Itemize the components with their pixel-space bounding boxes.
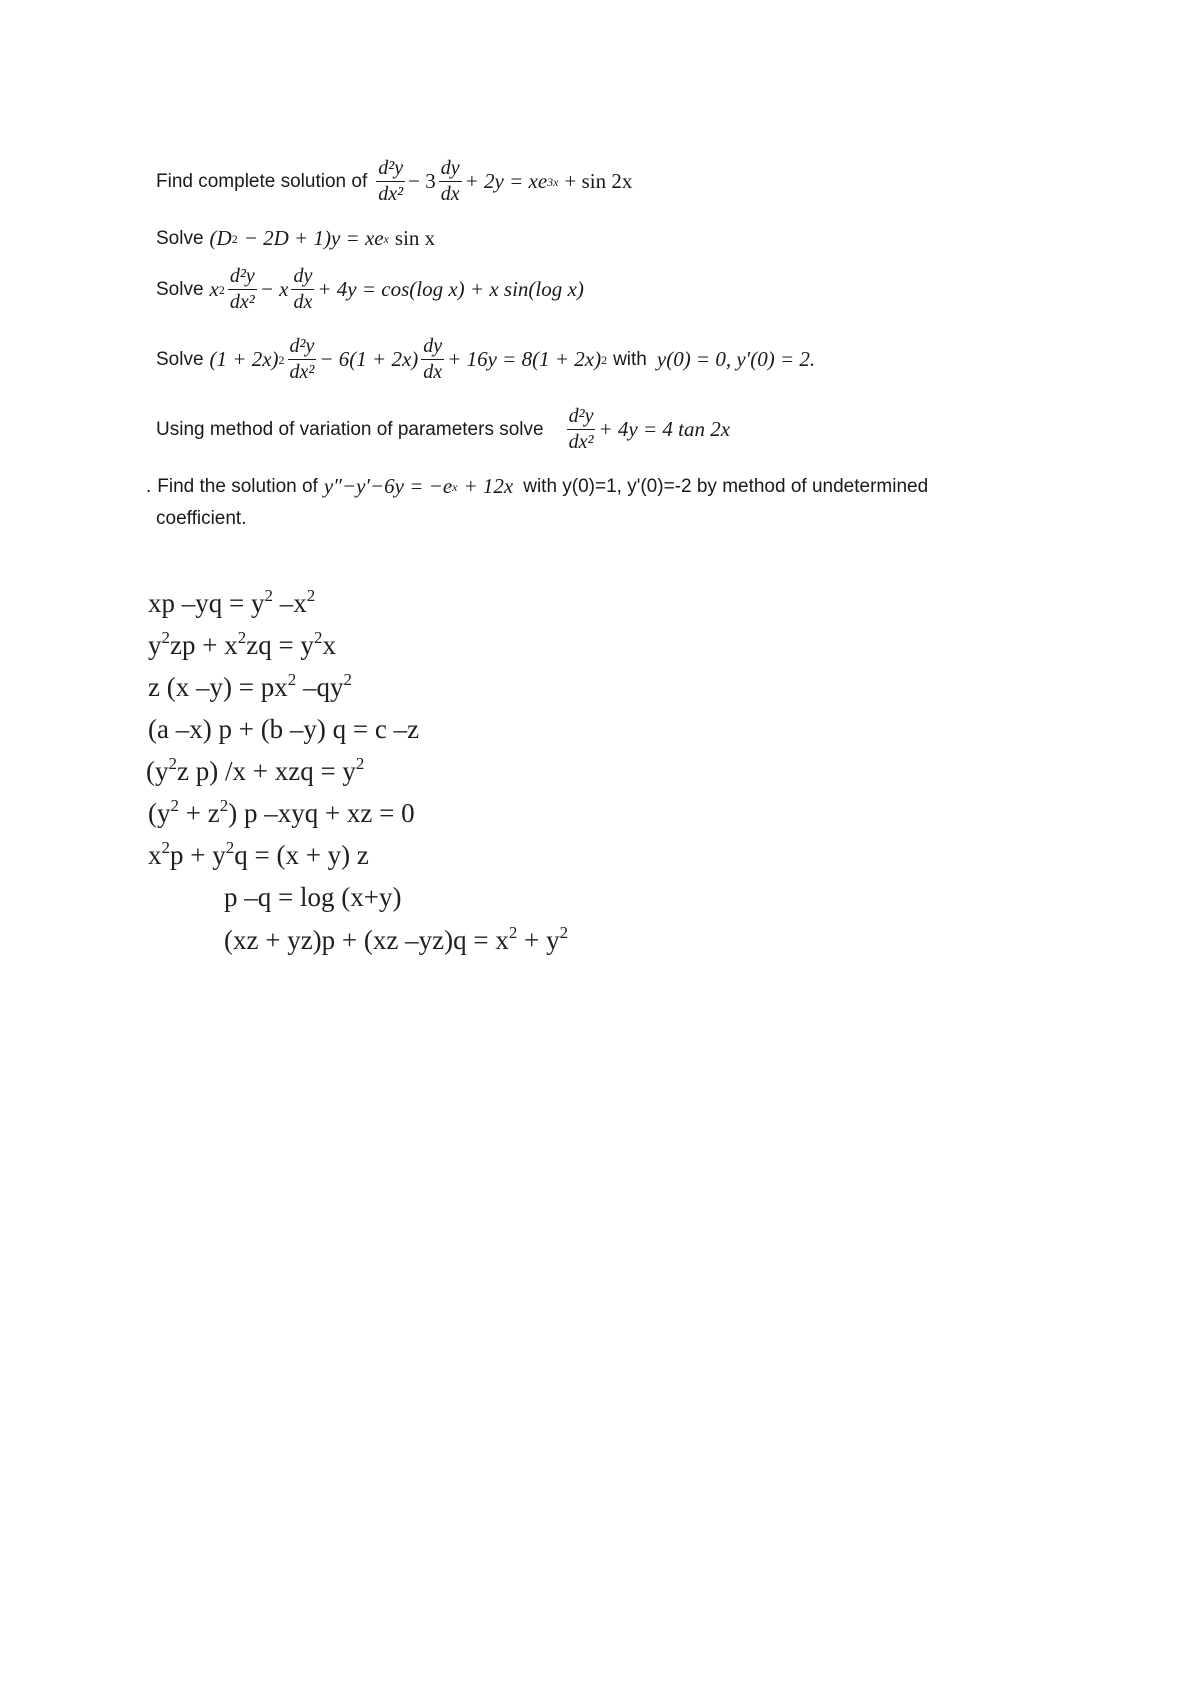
pde-equation-8: p –q = log (x+y): [224, 882, 402, 912]
pde-equation-7: $x^2p + y^2q = (x + y)$ z: [148, 838, 369, 870]
pde-equation-6: $(y^2 + z^2)$ p –xyq + xz = 0: [148, 796, 415, 828]
question-4-prefix: Solve: [156, 348, 204, 370]
question-6-suffix: with y(0)=1, y'(0)=-2 by method of undetermined: [523, 475, 929, 497]
pde-equation-5: ($y^2z$ p) /x + xzq = $y^2$: [146, 754, 365, 786]
question-1: Find complete solution of $\frac{\text{d²y}}{\text{dx²}}$ − 3 $\frac{dy}{dx}$ + 2y = xe 3x + sin 2x: [156, 157, 633, 205]
question-3-first-derivative: $\frac{dy}{dx}$: [293, 265, 313, 313]
pde-equation-3: z (x $-y) = px^2$ $-qy^2$: [148, 670, 352, 702]
question-1-prefix: Find complete solution of: [156, 170, 368, 192]
pde-equation-4: (a –x) p + (b –y) q = c –z: [148, 714, 420, 744]
pde-equation-2: $y^2zp + x^2zq = y^2x$: [148, 628, 336, 660]
pde-equation-9: (xz + yz)p + (xz $-yz)q = x^2 + y^2$: [224, 923, 569, 955]
question-5-second-derivative: $\frac{\text{d²y}}{\text{dx²}}$: [568, 405, 594, 453]
question-6: . Find the solution of y″−y′−6y = −e x + 12x with y(0)=1, y'(0)=-2 by method of undetermined: [146, 474, 929, 498]
question-4-initial-conditions: y(0) = 0, y′(0) = 2.: [656, 347, 816, 371]
question-4-second-derivative: $\frac{\text{d²y}}{\text{dx²}}$: [289, 335, 315, 383]
question-1-second-derivative: $\frac{\text{d²y}}{\text{dx²}}$: [378, 157, 404, 205]
question-6-continuation: coefficient.: [156, 508, 247, 529]
question-3-second-derivative: $\frac{\text{d²y}}{\text{dx²}}$: [229, 265, 255, 313]
question-6-bullet: .: [146, 475, 152, 497]
question-3-prefix: Solve: [156, 278, 204, 300]
question-2: Solve (D 2 − 2D + 1)y = xe x sin x: [156, 226, 436, 250]
question-4: Solve (1 + 2x) 2 $\frac{\text{d²y}}{\text{dx²}}$ − 6(1 + 2x) $\frac{dy}{dx}$ + 16y = 8(1 + 2x) 2 with y(0) = 0, y′(0) = 2.: [156, 335, 816, 383]
question-5: Using method of variation of parameters solve $\frac{\text{d²y}}{\text{dx²}}$ + 4y = 4 tan 2x: [156, 405, 731, 453]
question-1-first-derivative: $\frac{dy}{dx}$: [440, 157, 460, 205]
question-2-prefix: Solve: [156, 227, 204, 249]
pde-equation-1: xp $-yq = y^2$ $-x^2$: [148, 586, 316, 618]
question-6-prefix: Find the solution of: [157, 475, 318, 497]
question-5-prefix: Using method of variation of parameters solve: [156, 418, 544, 440]
question-3: Solve x 2 $\frac{\text{d²y}}{\text{dx²}}$ − x $\frac{dy}{dx}$ + 4y = cos(log x) + x sin(log x): [156, 265, 584, 313]
question-4-first-derivative: $\frac{dy}{dx}$: [423, 335, 443, 383]
